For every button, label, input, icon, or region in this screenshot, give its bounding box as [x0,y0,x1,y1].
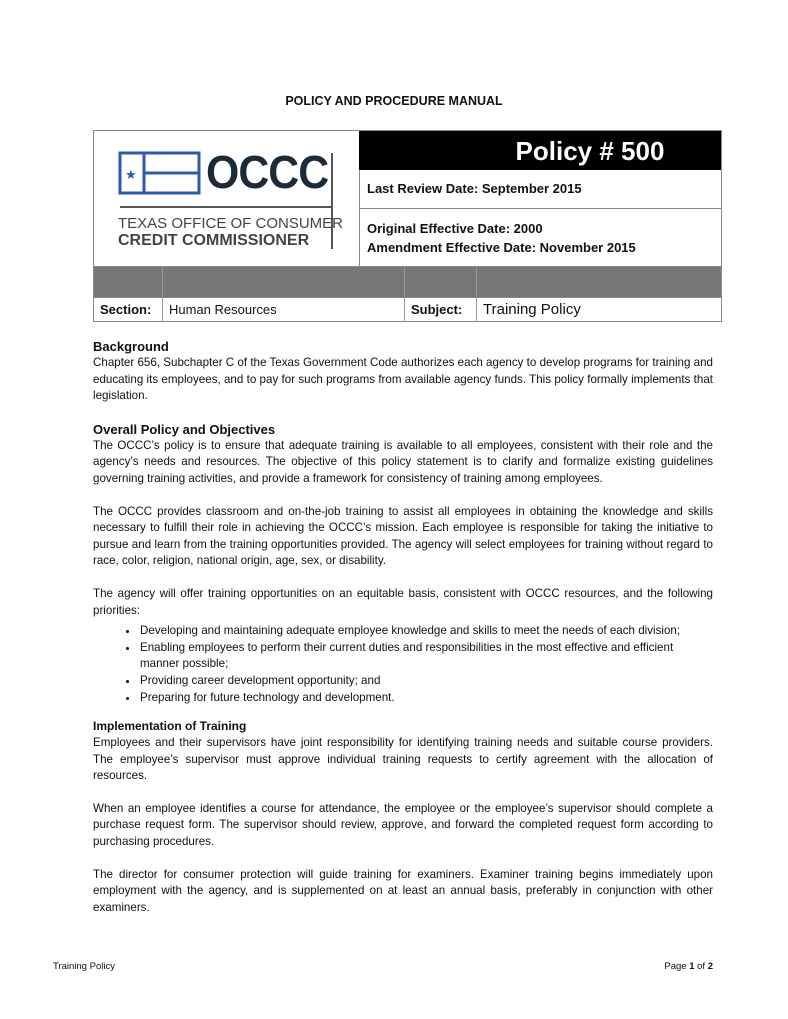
logo-line2: CREDIT COMMISSIONER [118,232,310,249]
original-effective-date: Original Effective Date: 2000 [367,221,543,236]
section-value: Human Resources [163,298,405,322]
logo-line1: TEXAS OFFICE OF CONSUMER [118,215,344,232]
subject-label: Subject: [405,298,477,322]
implementation-heading: Implementation of Training [93,719,247,734]
last-review-date: Last Review Date: September 2015 [359,170,721,209]
subject-value: Training Policy [483,301,581,318]
svg-text:★: ★ [125,167,137,182]
footer-title: Training Policy [53,961,115,972]
background-heading: Background [93,339,169,354]
section-label: Section: [94,298,163,322]
logo-wordmark: OCCC [206,146,329,198]
list-item: • Enabling employees to perform their current duties and responsibilities in the most effective and efficient manner possible; [139,640,713,673]
amendment-effective-date: Amendment Effective Date: November 2015 [367,240,636,255]
implementation-paragraph-3: The director for consumer protection will guide training for examiners. Examiner training begins immediately upon employment with the agency, and is supplemented on at least an annual basis, preferably in conjunction with other examiners. [93,867,713,914]
list-item: • Providing career development opportunity; and [139,673,713,690]
occc-logo [94,131,360,266]
policy-body [93,338,713,932]
policy-header-table [93,130,722,322]
implementation-paragraph-2: When an employee identifies a course for attendance, the employee or the employee’s supervisor should complete a purchase request form. The supervisor should review, approve, and forward the completed request form according to purchasing procedures. [93,801,713,849]
overall-paragraph-3: The agency will offer training opportunities on an equitable basis, consistent with OCCC resources, and the following priorities: [93,586,713,617]
policy-number: Policy # 500 [359,131,721,170]
section-subject-row [94,297,721,322]
list-item: • Preparing for future technology and development. [139,690,713,707]
background-paragraph: Chapter 656, Subchapter C of the Texas Government Code authorizes each agency to develop programs for training and educating its employees, and to pay for such programs from available agency funds. This policy formally implements that legislation. [93,356,713,403]
document-title: POLICY AND PROCEDURE MANUAL [285,94,503,108]
implementation-paragraph-1: Employees and their supervisors have joint responsibility for identifying training needs and suitable course providers. The employee’s supervisor must approve individual training requests to certify agreement with the allocation of resources. [93,736,713,783]
priorities-list [93,623,713,706]
page-number: Page 1 of 2 [664,961,713,972]
overall-heading: Overall Policy and Objectives [93,421,276,437]
list-item: • Developing and maintaining adequate employee knowledge and skills to meet the needs of each division; [139,623,713,640]
overall-paragraph-2: The OCCC provides classroom and on-the-job training to assist all employees in obtaining the knowledge and skills necessary to fulfill their role in achieving the OCCC’s mission. Each employee is responsible for taking the initiative to pursue and learn from the training opportunities provided. The agency will select employees for training without regard to race, color, religion, national origin, age, sex, or disability. [93,504,713,568]
gray-row [94,266,721,298]
overall-paragraph-1: The OCCC’s policy is to ensure that adequate training is available to all employees, consistent with their role and the agency’s needs and resources. The objective of this policy statement is to clarify and formalize existing guidelines governing training activities, and provide a framework for consistency of training among employees. [93,438,713,485]
